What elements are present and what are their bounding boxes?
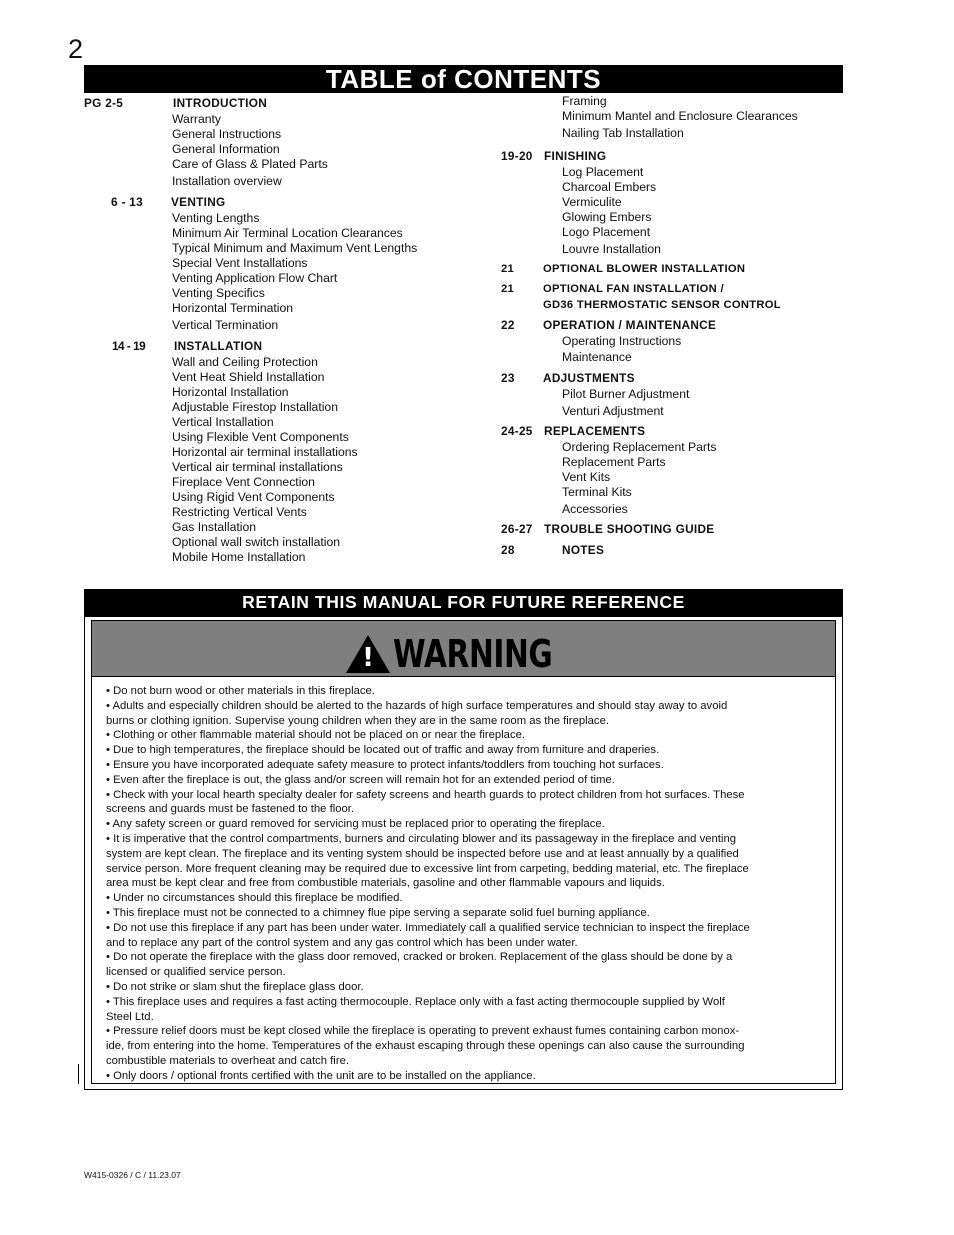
toc-left-column <box>84 95 504 565</box>
toc-item: Pilot Burner Adjustment <box>562 387 690 401</box>
toc-item: Gas Installation <box>172 520 257 534</box>
warning-line: • Even after the fireplace is out, the glass and/or screen will remain hot for an extended period of time. <box>106 773 615 786</box>
warning-line: licensed or qualified service person. <box>106 966 286 979</box>
toc-item: Minimum Air Terminal Location Clearances <box>172 226 403 240</box>
toc-section-title: VENTING <box>171 195 226 209</box>
toc-item: Vermiculite <box>562 195 622 209</box>
warning-line: burns or clothing ignition. Supervise young children when they are in the same room as the fireplace. <box>106 714 609 727</box>
warning-line: • Do not operate the fireplace with the glass door removed, cracked or broken. Replacement of the glass should be done by a <box>106 951 733 964</box>
warning-line: • Do not burn wood or other materials in this fireplace. <box>106 685 375 697</box>
warning-line: • Only doors / optional fronts certified with the unit are to be installed on the appliance. <box>106 1069 536 1082</box>
toc-item: Care of Glass & Plated Parts <box>172 157 328 171</box>
toc-item: Venting Lengths <box>172 211 260 225</box>
warning-line: • Pressure relief doors must be kept closed while the fireplace is operating to prevent exhaust fumes containing carbon monox- <box>106 1025 740 1038</box>
toc-page-range: 6 - 13 <box>111 195 143 209</box>
toc-item: Framing <box>562 94 607 108</box>
document-code: W415-0326 / C / 11.23.07 <box>84 1170 181 1180</box>
toc-section-title: ADJUSTMENTS <box>543 371 635 385</box>
toc-item: Using Flexible Vent Components <box>172 430 349 444</box>
toc-page-range: 22 <box>501 318 515 332</box>
toc-section-replacements <box>501 423 846 517</box>
toc-item: Warranty <box>172 112 221 126</box>
toc-section-optional-blower <box>501 261 846 278</box>
toc-section-title: NOTES <box>562 543 605 557</box>
toc-section-operation <box>501 317 846 366</box>
warning-line: combustible materials to overheat and catch fire. <box>106 1054 350 1067</box>
toc-item: Glowing Embers <box>562 210 652 224</box>
toc-item: Vertical air terminal installations <box>172 460 343 474</box>
warning-line: • Clothing or other flammable material should not be placed on or near the fireplace. <box>106 729 526 742</box>
toc-item: Using Rigid Vent Components <box>172 490 335 504</box>
warning-title: WARNING <box>393 632 553 676</box>
toc-item: Venturi Adjustment <box>562 404 664 418</box>
toc-section-title: INTRODUCTION <box>173 96 268 110</box>
toc-page-range: 14 - 19 <box>112 339 146 353</box>
warning-header <box>92 621 835 677</box>
toc-item: Fireplace Vent Connection <box>172 475 315 489</box>
toc-page-range: 19-20 <box>501 149 533 163</box>
toc-item: Terminal Kits <box>562 485 632 499</box>
warning-box <box>84 617 843 1090</box>
toc-section-finishing <box>501 148 846 257</box>
warning-line: • This fireplace uses and requires a fast acting thermocouple. Replace only with a fast acting thermocouple supplied by Wolf <box>106 995 725 1008</box>
toc-item: Vertical Installation <box>172 415 274 429</box>
toc-item: Special Vent Installations <box>172 256 308 270</box>
toc-page-range: 23 <box>501 371 515 385</box>
toc-item: General Information <box>172 142 280 156</box>
toc-item: Nailing Tab Installation <box>562 126 684 140</box>
toc-item: Optional wall switch installation <box>172 535 340 549</box>
warning-line: service person. More frequent cleaning may be required due to excessive lint from carpeting, bedding material, etc. The fireplace <box>106 862 749 875</box>
warning-line: ide, from entering into the home. Temperatures of the exhaust escaping through these openings can also cause the surrounding <box>106 1040 745 1053</box>
toc-section-notes <box>501 542 846 559</box>
toc-section-venting <box>84 194 504 333</box>
toc-item: Vent Heat Shield Installation <box>172 370 325 384</box>
toc-item: Adjustable Firestop Installation <box>172 400 338 414</box>
warning-line: Steel Ltd. <box>106 1010 154 1023</box>
warning-line: • Any safety screen or guard removed for servicing must be replaced prior to operating the fireplace. <box>106 818 605 831</box>
warning-line: • This fireplace must not be connected to a chimney flue pipe serving a separate solid fuel burning appliance. <box>106 906 650 919</box>
toc-item: Logo Placement <box>562 225 651 239</box>
toc-page-range: 24-25 <box>501 424 533 438</box>
toc-page-range: 28 <box>501 543 515 557</box>
toc-page-range: 21 <box>501 283 515 295</box>
toc-item: Wall and Ceiling Protection <box>172 355 318 369</box>
warning-line: • Do not strike or slam shut the fireplace glass door. <box>106 980 364 993</box>
toc-section-installation <box>84 338 504 565</box>
toc-section-title: OPERATION / MAINTENANCE <box>543 318 717 332</box>
warning-line: and to replace any part of the control system and any gas control which has been under water. <box>106 936 578 949</box>
warning-line: • It is imperative that the control compartments, burners and circulating blower and its passageway in the fireplace and venting <box>106 832 737 845</box>
toc-page-range: 21 <box>501 263 515 275</box>
toc-section-trouble-shooting <box>501 521 846 538</box>
toc-page-range: 26-27 <box>501 522 533 536</box>
toc-item: Ordering Replacement Parts <box>562 440 717 454</box>
warning-line: • Check with your local hearth specialty dealer for safety screens and hearth guards to protect children from hot surfaces. These <box>106 788 745 801</box>
warning-line: • Adults and especially children should be alerted to the hazards of high surface temperatures and should stay away to avoid <box>106 699 728 712</box>
toc-section-title: OPTIONAL BLOWER INSTALLATION <box>543 263 746 275</box>
warning-line: • Do not use this fireplace if any part has been under water. Immediately call a qualified service technician to inspect the fireplace <box>106 921 750 934</box>
toc-section-title: OPTIONAL FAN INSTALLATION / <box>543 283 724 295</box>
toc-item: Replacement Parts <box>562 455 666 469</box>
toc-item: Vertical Termination <box>172 318 279 332</box>
toc-item: Horizontal Termination <box>172 301 294 315</box>
toc-item: Log Placement <box>562 165 644 179</box>
toc-item: Maintenance <box>562 350 632 364</box>
warning-line: • Under no circumstances should this fireplace be modified. <box>106 892 403 905</box>
warning-triangle-icon <box>345 634 391 674</box>
change-bar <box>78 1064 79 1084</box>
toc-item: Typical Minimum and Maximum Vent Lengths <box>172 241 418 255</box>
toc-section-introduction <box>84 95 504 189</box>
warning-list <box>106 684 812 1084</box>
toc-item: Venting Application Flow Chart <box>172 271 338 285</box>
toc-item: Installation overview <box>172 174 282 188</box>
warning-line: area must be kept clear and free from combustible materials, gasoline and other flammable vapours and liquids. <box>106 877 665 890</box>
toc-section-title-continued: GD36 THERMOSTATIC SENSOR CONTROL <box>543 299 781 311</box>
toc-item: Vent Kits <box>562 470 611 484</box>
toc-item: Restricting Vertical Vents <box>172 505 307 519</box>
toc-item: Venting Specifics <box>172 286 265 300</box>
toc-item: Horizontal Installation <box>172 385 289 399</box>
toc-right-column <box>501 95 846 559</box>
toc-item: Minimum Mantel and Enclosure Clearances <box>562 109 798 123</box>
warning-line: • Due to high temperatures, the fireplace should be located out of traffic and away from furniture and draperies. <box>106 744 660 757</box>
toc-item: Louvre Installation <box>562 242 661 256</box>
toc-item: Charcoal Embers <box>562 180 657 194</box>
toc-section-title: TROUBLE SHOOTING GUIDE <box>544 522 715 536</box>
warning-exclamation: ! <box>362 643 374 673</box>
warning-line: screens and guards must be fastened to the floor. <box>106 803 355 816</box>
toc-section-optional-fan <box>501 281 846 313</box>
toc-item: Operating Instructions <box>562 334 682 348</box>
toc-section-title: INSTALLATION <box>174 339 263 353</box>
toc-item: Horizontal air terminal installations <box>172 445 358 459</box>
warning-line: system are kept clean. The fireplace and its venting system should be inspected before use and at least annually by a qualified <box>106 847 739 860</box>
toc-item: Mobile Home Installation <box>172 550 306 564</box>
page-number: 2 <box>68 34 84 64</box>
toc-section-adjustments <box>501 370 846 419</box>
toc-item: General Instructions <box>172 127 282 141</box>
warning-line: • Ensure you have incorporated adequate safety measure to protect infants/toddlers from touching hot surfaces. <box>106 758 664 771</box>
toc-item: Accessories <box>562 502 628 516</box>
toc-section-title: FINISHING <box>544 149 607 163</box>
retain-manual-banner: RETAIN THIS MANUAL FOR FUTURE REFERENCE <box>84 589 843 617</box>
toc-title: TABLE of CONTENTS <box>84 65 843 93</box>
toc-page-range: PG 2-5 <box>84 96 124 110</box>
toc-section-title: REPLACEMENTS <box>544 424 646 438</box>
